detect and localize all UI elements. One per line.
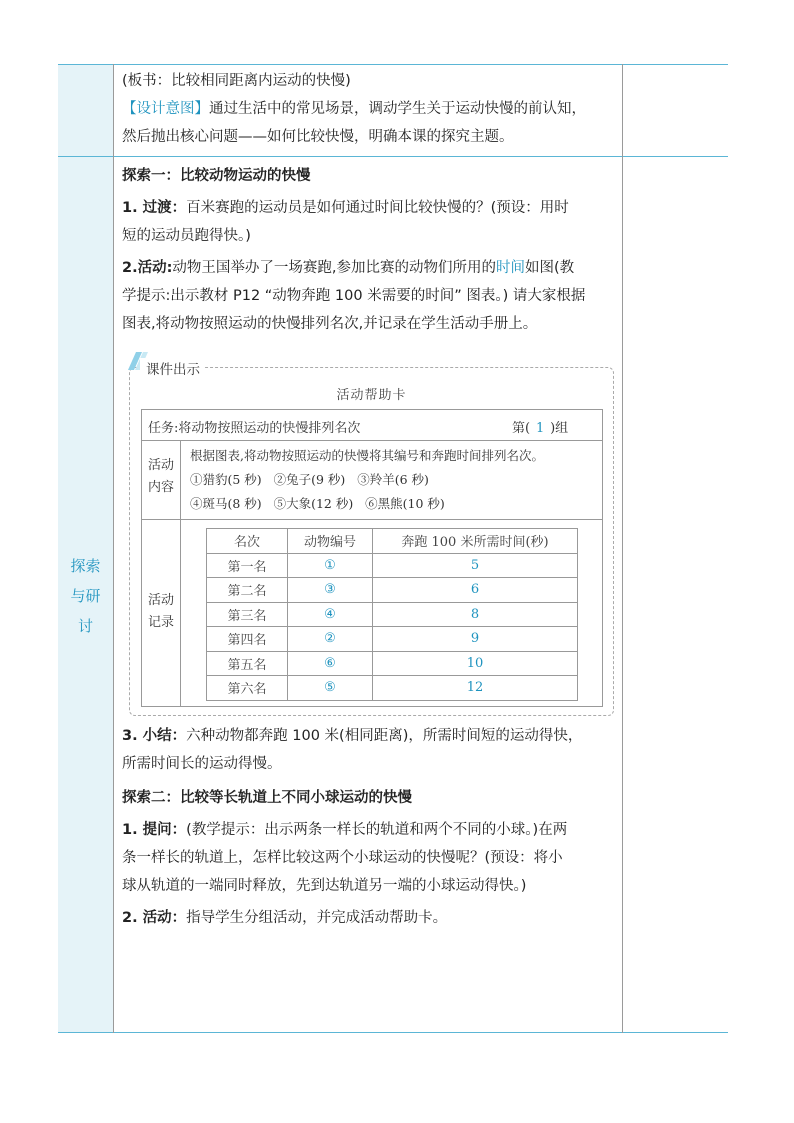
label-line: 内容: [147, 480, 174, 495]
rank-cell: 第三名: [207, 602, 288, 627]
group-value: 1: [535, 421, 545, 436]
intro-cell: [122, 67, 622, 151]
design-intent: [122, 95, 622, 123]
time-cell: 10: [373, 651, 578, 676]
animal-number-cell: ③: [288, 578, 373, 603]
col-divider-right: [622, 64, 623, 1033]
step-text: 百米赛跑的运动员是如何通过时间比较快慢的？(预设：用时: [186, 200, 569, 216]
table-row: [207, 627, 578, 652]
ranking-header-row: [207, 529, 578, 554]
animal-number-cell: ④: [288, 602, 373, 627]
step-text: 图表,将动物按照运动的快慢排列名次,并记录在学生活动手册上。: [122, 316, 538, 332]
time-cell: 9: [373, 627, 578, 652]
table-row: [207, 602, 578, 627]
step-label: 2.活动:: [122, 260, 173, 276]
animal-number-cell: ①: [288, 553, 373, 578]
design-intent-text: 然后抛出核心问题——如何比较快慢，明确本课的探究主题。: [122, 129, 514, 145]
side-heading-line: 讨: [77, 617, 93, 635]
group-number: [512, 417, 568, 436]
animal-list-1: ①猎豹(5 秒) ②兔子(9 秒) ③羚羊(6 秒): [190, 472, 429, 487]
help-card-table: [141, 409, 603, 707]
question-step: [122, 816, 622, 844]
ranking-table: [206, 528, 578, 701]
step-text: (教学提示：出示两条一样长的轨道和两个不同的小球。)在两: [186, 822, 568, 838]
table-row: [207, 553, 578, 578]
step-text: 所需时间长的运动得慢。: [122, 756, 282, 772]
animal-number-cell: ②: [288, 627, 373, 652]
step-label: 1. 提问：: [122, 822, 187, 838]
summary-and-explore-two: [122, 722, 622, 932]
step-text: 短的运动员跑得快。): [122, 228, 251, 244]
rank-cell: 第四名: [207, 627, 288, 652]
explore-two-title: 探索二：比较等长轨道上不同小球运动的快慢: [122, 790, 412, 806]
step-text: 指导学生分组活动，并完成活动帮助卡。: [186, 910, 448, 926]
design-intent-tag: 【设计意图】: [122, 101, 209, 117]
animal-number-cell: ⑥: [288, 651, 373, 676]
table-row: [207, 578, 578, 603]
explore-one-title: 探索一：比较动物运动的快慢: [122, 168, 311, 184]
row-divider: [58, 156, 728, 157]
header-rank: 名次: [207, 529, 288, 554]
design-intent-text: 通过生活中的常见场景，调动学生关于运动快慢的前认知，: [209, 101, 586, 117]
rank-cell: 第二名: [207, 578, 288, 603]
label-line: 活动: [147, 593, 174, 608]
animal-list-2: ④斑马(8 秒) ⑤大象(12 秒) ⑥黑熊(10 秒): [190, 496, 445, 511]
record-label: [142, 590, 180, 634]
group-suffix: )组: [550, 421, 569, 436]
side-heading-line: 探索: [70, 557, 101, 575]
summary-step: [122, 722, 622, 750]
label-line: 活动: [147, 458, 174, 473]
highlight-term: 时间: [496, 260, 526, 276]
step-text: 六种动物都奔跑 100 米(相同距离)，所需时间短的运动得快，: [186, 728, 583, 744]
label-line: 记录: [147, 615, 174, 630]
side-cell-top: [58, 64, 113, 156]
side-heading: [58, 551, 113, 641]
step-text: 如图(教: [525, 260, 575, 276]
table-bottom-rule: [58, 1032, 728, 1033]
time-cell: 8: [373, 602, 578, 627]
time-cell: 12: [373, 676, 578, 701]
content-label: [142, 455, 180, 499]
rank-cell: 第五名: [207, 651, 288, 676]
side-heading-line: 与研: [70, 587, 101, 605]
card-title: 活动帮助卡: [336, 388, 407, 403]
time-cell: 6: [373, 578, 578, 603]
step-label: 3. 小结：: [122, 728, 187, 744]
activity-two-step: [122, 904, 622, 932]
content-instruction: 根据图表,将动物按照运动的快慢将其编号和奔跑时间排列名次。: [190, 448, 544, 463]
table-row: [207, 676, 578, 701]
step-text: 球从轨道的一端同时释放，先到达轨道另一端的小球运动得快。): [122, 878, 527, 894]
rank-cell: 第六名: [207, 676, 288, 701]
step-text: 条一样长的轨道上，怎样比较这两个小球运动的快慢呢？(预设：将小: [122, 850, 563, 866]
task-row: [142, 410, 602, 441]
step-label: 1. 过渡：: [122, 200, 187, 216]
transition-step: [122, 194, 622, 222]
group-prefix: 第(: [512, 421, 531, 436]
header-animal-number: 动物编号: [288, 529, 373, 554]
time-cell: 5: [373, 553, 578, 578]
header-time: 奔跑 100 米所需时间(秒): [373, 529, 578, 554]
col-divider-left: [113, 64, 114, 1033]
table-top-rule: [58, 64, 728, 65]
step-text: 动物王国举办了一场赛跑,参加比赛的动物们所用的: [172, 260, 497, 276]
animal-number-cell: ⑤: [288, 676, 373, 701]
step-text: 学提示:出示教材 P12 “动物奔跑 100 米需要的时间” 图表。) 请大家根据: [122, 288, 586, 304]
card-tag: 课件出示: [140, 358, 204, 378]
rank-cell: 第一名: [207, 553, 288, 578]
explore-one: [122, 162, 622, 338]
activity-step: [122, 254, 622, 282]
task-text: 任务:将动物按照运动的快慢排列名次: [148, 421, 361, 436]
table-row: [207, 651, 578, 676]
label-column-divider: [180, 440, 181, 706]
board-note: (板书：比较相同距离内运动的快慢): [122, 73, 351, 89]
step-label: 2. 活动：: [122, 910, 187, 926]
